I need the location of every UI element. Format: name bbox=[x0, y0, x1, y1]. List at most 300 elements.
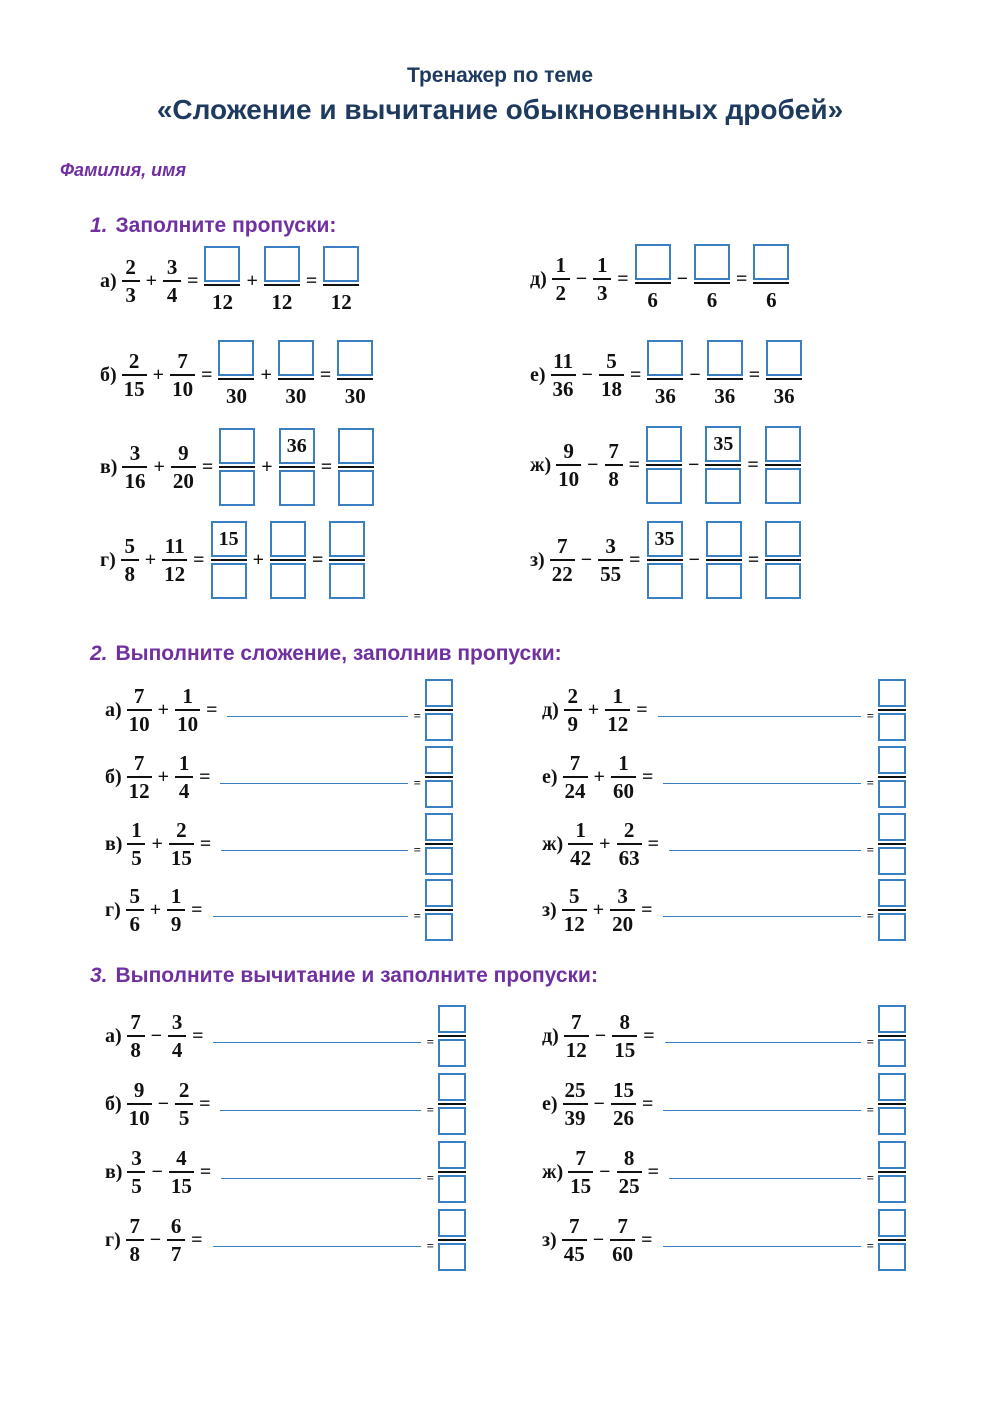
fraction-2 bbox=[168, 1009, 186, 1063]
numerator-input-box[interactable] bbox=[706, 521, 742, 557]
operator: + bbox=[144, 548, 157, 571]
answer-line[interactable] bbox=[658, 716, 861, 717]
fraction-2 bbox=[610, 1213, 635, 1267]
exercise-label: д) bbox=[542, 698, 559, 721]
numerator-input-box[interactable] bbox=[278, 340, 314, 376]
denominator: 15 bbox=[123, 377, 145, 401]
denominator-input-box[interactable] bbox=[646, 468, 682, 504]
exercise-label: г) bbox=[105, 898, 121, 921]
operator: = bbox=[426, 1170, 434, 1185]
task3-exercise bbox=[542, 1140, 908, 1204]
operator: = bbox=[201, 455, 214, 478]
denominator-input-box[interactable] bbox=[425, 847, 453, 875]
denominator-input-box[interactable] bbox=[438, 1107, 466, 1135]
answer-line[interactable] bbox=[663, 1246, 861, 1247]
numerator-input-box[interactable] bbox=[218, 340, 254, 376]
task1-number: 1. bbox=[90, 214, 108, 237]
denominator: 36 bbox=[714, 384, 736, 408]
answer-line[interactable] bbox=[663, 916, 861, 917]
denominator-input-box[interactable] bbox=[438, 1175, 466, 1203]
numerator-input-box[interactable] bbox=[635, 244, 671, 280]
answer-fraction bbox=[425, 813, 453, 875]
operator: = bbox=[643, 1024, 655, 1047]
denominator-input-box[interactable] bbox=[706, 563, 742, 599]
numerator: 3 bbox=[166, 255, 178, 279]
exercise-label: б) bbox=[105, 765, 122, 788]
exercise-label: г) bbox=[100, 548, 116, 571]
denominator-input-box[interactable] bbox=[338, 470, 374, 506]
numerator-input-box[interactable] bbox=[425, 813, 453, 841]
exercise-label: а) bbox=[100, 269, 117, 292]
operator: − bbox=[157, 1092, 170, 1115]
operator: = bbox=[866, 1034, 874, 1049]
denominator-input-box[interactable] bbox=[647, 563, 683, 599]
numerator-input-box[interactable] bbox=[753, 244, 789, 280]
operator: + bbox=[593, 765, 605, 788]
numerator-input-box[interactable] bbox=[425, 879, 453, 907]
operator: = bbox=[641, 1092, 654, 1115]
numerator-input-box[interactable] bbox=[337, 340, 373, 376]
answer-fraction bbox=[765, 426, 801, 504]
operator: + bbox=[153, 455, 165, 478]
task1-exercise bbox=[100, 422, 376, 512]
operator: = bbox=[866, 1102, 874, 1117]
numerator-input-box[interactable] bbox=[647, 340, 683, 376]
fraction-bar bbox=[219, 466, 255, 468]
denominator-input-box[interactable] bbox=[878, 1243, 906, 1271]
exercise-label: з) bbox=[542, 1228, 557, 1251]
numerator: 3 bbox=[605, 534, 616, 558]
answer-fraction bbox=[878, 879, 906, 941]
denominator: 8 bbox=[130, 1038, 141, 1062]
operator: − bbox=[150, 1024, 163, 1047]
answer-line[interactable] bbox=[213, 916, 408, 917]
fraction-2 bbox=[167, 883, 185, 937]
operator: = bbox=[866, 842, 874, 857]
numerator-input-box[interactable] bbox=[878, 746, 906, 774]
operator: + bbox=[261, 455, 273, 478]
operator: = bbox=[866, 1170, 874, 1185]
fraction-bar bbox=[425, 843, 453, 845]
numerator-input-box[interactable] bbox=[329, 521, 365, 557]
fraction-bar bbox=[323, 284, 359, 286]
denominator: 15 bbox=[170, 846, 192, 870]
denominator: 8 bbox=[129, 1242, 140, 1266]
numerator-input-box[interactable] bbox=[878, 1141, 906, 1169]
operator: = bbox=[187, 269, 199, 292]
denominator-input-box[interactable] bbox=[425, 713, 453, 741]
numerator: 2 bbox=[176, 818, 187, 842]
denominator-input-box[interactable] bbox=[279, 470, 315, 506]
denominator-input-box[interactable] bbox=[765, 563, 801, 599]
operator: + bbox=[157, 765, 170, 788]
operator: = bbox=[199, 1092, 211, 1115]
numerator: 15 bbox=[612, 1078, 634, 1102]
exercise-label: д) bbox=[530, 267, 547, 290]
fraction-1 bbox=[564, 1009, 589, 1063]
answer-fraction bbox=[706, 521, 742, 599]
task2-exercise bbox=[105, 812, 455, 876]
operator: = bbox=[426, 1102, 434, 1117]
numerator-input-box[interactable] bbox=[765, 426, 801, 462]
denominator: 42 bbox=[570, 846, 592, 870]
denominator: 12 bbox=[211, 290, 233, 314]
numerator: 1 bbox=[555, 253, 567, 277]
operator: = bbox=[641, 1228, 653, 1251]
exercise-label: а) bbox=[105, 1024, 122, 1047]
answer-fraction bbox=[766, 340, 802, 410]
task2-exercise bbox=[105, 745, 455, 809]
denominator: 30 bbox=[225, 384, 247, 408]
fraction-2 bbox=[167, 1213, 185, 1267]
fraction-1 bbox=[562, 883, 587, 937]
answer-line[interactable] bbox=[220, 783, 407, 784]
operator: = bbox=[192, 1024, 204, 1047]
fraction-2 bbox=[175, 1077, 193, 1131]
fraction-1 bbox=[563, 1077, 588, 1131]
denominator: 5 bbox=[178, 1106, 190, 1130]
numerator: 1 bbox=[182, 684, 193, 708]
answer-line[interactable] bbox=[669, 1178, 861, 1179]
fraction-bar bbox=[878, 1103, 906, 1105]
fraction-1 bbox=[122, 348, 147, 402]
name-label: Фамилия, имя bbox=[60, 160, 187, 180]
numerator-input-box[interactable] bbox=[204, 246, 240, 282]
numerator-input-box[interactable] bbox=[878, 813, 906, 841]
operator: − bbox=[592, 1228, 605, 1251]
denominator: 20 bbox=[172, 469, 194, 493]
task1-exercise bbox=[530, 234, 791, 324]
operator: + bbox=[260, 363, 272, 386]
answer-fraction bbox=[878, 1209, 906, 1271]
denominator-input-box[interactable] bbox=[705, 468, 741, 504]
numerator: 7 bbox=[608, 439, 619, 463]
numerator: 1 bbox=[131, 818, 142, 842]
denominator-input-box[interactable] bbox=[878, 847, 906, 875]
operator: + bbox=[149, 898, 162, 921]
denominator: 30 bbox=[344, 384, 366, 408]
fraction-bar bbox=[705, 464, 741, 466]
answer-fraction bbox=[647, 340, 683, 410]
denominator: 16 bbox=[124, 469, 146, 493]
denominator: 9 bbox=[567, 712, 579, 736]
fraction-bar bbox=[338, 466, 374, 468]
numerator: 2 bbox=[178, 1078, 190, 1102]
answer-fraction bbox=[219, 428, 255, 506]
numerator-input-box[interactable] bbox=[878, 1209, 906, 1237]
numerator: 11 bbox=[164, 534, 185, 558]
denominator: 10 bbox=[177, 712, 199, 736]
numerator: 5 bbox=[568, 884, 580, 908]
exercise-label: в) bbox=[105, 832, 123, 855]
numerator-input-box[interactable] bbox=[707, 340, 743, 376]
fraction-2 bbox=[175, 683, 200, 737]
numerator-input-box[interactable]: 36 bbox=[279, 428, 315, 464]
fraction-bar bbox=[707, 378, 743, 380]
operator: + bbox=[592, 898, 605, 921]
fraction-2 bbox=[605, 438, 623, 492]
numerator: 1 bbox=[618, 751, 629, 775]
numerator: 7 bbox=[177, 349, 188, 373]
denominator-input-box[interactable] bbox=[425, 780, 453, 808]
fraction-bar bbox=[204, 284, 240, 286]
fraction-bar bbox=[211, 559, 247, 561]
numerator-input-box[interactable] bbox=[646, 426, 682, 462]
denominator-input-box[interactable] bbox=[878, 1039, 906, 1067]
numerator: 1 bbox=[596, 253, 608, 277]
operator: = bbox=[641, 898, 653, 921]
denominator: 10 bbox=[172, 377, 194, 401]
answer-fraction bbox=[323, 246, 359, 316]
exercise-label: з) bbox=[542, 898, 557, 921]
numerator-input-box[interactable] bbox=[270, 521, 306, 557]
numerator-input-box[interactable] bbox=[438, 1073, 466, 1101]
operator: − bbox=[580, 548, 593, 571]
answer-fraction bbox=[878, 1073, 906, 1135]
numerator: 3 bbox=[171, 1010, 183, 1034]
fraction-1 bbox=[127, 750, 152, 804]
numerator-input-box[interactable] bbox=[766, 340, 802, 376]
denominator: 10 bbox=[128, 712, 150, 736]
answer-fraction bbox=[646, 426, 682, 504]
numerator-input-box[interactable] bbox=[878, 1073, 906, 1101]
answer-fraction bbox=[218, 340, 254, 410]
denominator-input-box[interactable] bbox=[878, 1107, 906, 1135]
task3-exercise bbox=[105, 1004, 468, 1068]
fraction-bar bbox=[694, 282, 730, 284]
denominator: 20 bbox=[612, 912, 634, 936]
operator: = bbox=[866, 1238, 874, 1253]
task1-heading bbox=[90, 214, 336, 238]
answer-line[interactable] bbox=[663, 783, 860, 784]
numerator: 2 bbox=[128, 349, 140, 373]
answer-fraction bbox=[211, 521, 247, 599]
fraction-bar bbox=[438, 1171, 466, 1173]
denominator: 18 bbox=[600, 377, 622, 401]
denominator: 6 bbox=[647, 288, 658, 312]
fraction-1 bbox=[568, 1145, 593, 1199]
denominator-input-box[interactable] bbox=[878, 913, 906, 941]
fraction-2 bbox=[612, 1009, 637, 1063]
operator: = bbox=[628, 453, 640, 476]
denominator-input-box[interactable] bbox=[878, 780, 906, 808]
operator: − bbox=[587, 453, 599, 476]
denominator: 36 bbox=[552, 377, 574, 401]
denominator-input-box[interactable] bbox=[878, 1175, 906, 1203]
numerator-input-box[interactable] bbox=[264, 246, 300, 282]
numerator-input-box[interactable] bbox=[219, 428, 255, 464]
fraction-2 bbox=[611, 1077, 636, 1131]
numerator-input-box[interactable]: 35 bbox=[705, 426, 741, 462]
denominator: 15 bbox=[614, 1038, 636, 1062]
fraction-2 bbox=[169, 1145, 194, 1199]
answer-line[interactable] bbox=[221, 850, 407, 851]
denominator-input-box[interactable] bbox=[438, 1039, 466, 1067]
denominator: 15 bbox=[170, 1174, 192, 1198]
denominator: 25 bbox=[618, 1174, 640, 1198]
operator: = bbox=[748, 363, 761, 386]
numerator-input-box[interactable] bbox=[338, 428, 374, 464]
fraction-bar bbox=[279, 466, 315, 468]
numerator: 7 bbox=[569, 751, 581, 775]
fraction-1 bbox=[127, 683, 152, 737]
fraction-bar bbox=[218, 378, 254, 380]
answer-line[interactable] bbox=[663, 1110, 860, 1111]
denominator: 6 bbox=[706, 288, 718, 312]
numerator: 7 bbox=[556, 534, 568, 558]
answer-fraction bbox=[425, 879, 453, 941]
denominator-input-box[interactable] bbox=[211, 563, 247, 599]
numerator: 7 bbox=[571, 1010, 582, 1034]
task3-title: Выполните вычитание и заполните пропуски: bbox=[115, 964, 598, 987]
numerator-input-box[interactable] bbox=[438, 1209, 466, 1237]
denominator: 3 bbox=[125, 283, 136, 307]
task3-exercise bbox=[542, 1208, 908, 1272]
denominator-input-box[interactable] bbox=[270, 563, 306, 599]
denominator: 10 bbox=[558, 467, 580, 491]
numerator: 7 bbox=[575, 1146, 586, 1170]
numerator: 7 bbox=[568, 1214, 580, 1238]
fraction-bar bbox=[635, 282, 671, 284]
numerator-input-box[interactable] bbox=[878, 879, 906, 907]
operator: − bbox=[149, 1228, 162, 1251]
task1-exercise bbox=[100, 330, 375, 420]
fraction-2 bbox=[605, 683, 630, 737]
task2-exercise bbox=[542, 745, 908, 809]
denominator: 6 bbox=[129, 912, 140, 936]
fraction-bar bbox=[270, 559, 306, 561]
answer-fraction bbox=[438, 1209, 466, 1271]
numerator: 9 bbox=[133, 1078, 145, 1102]
fraction-1 bbox=[563, 750, 588, 804]
answer-line[interactable] bbox=[227, 716, 407, 717]
denominator: 15 bbox=[570, 1174, 592, 1198]
answer-fraction bbox=[647, 521, 683, 599]
numerator-input-box[interactable] bbox=[425, 746, 453, 774]
operator: + bbox=[246, 269, 258, 292]
numerator: 8 bbox=[623, 1146, 635, 1170]
answer-line[interactable] bbox=[213, 1042, 420, 1043]
answer-fraction bbox=[204, 246, 240, 316]
numerator-input-box[interactable] bbox=[323, 246, 359, 282]
denominator: 24 bbox=[564, 779, 586, 803]
numerator-input-box[interactable]: 35 bbox=[647, 521, 683, 557]
fraction-1 bbox=[121, 533, 139, 587]
denominator: 2 bbox=[555, 281, 567, 305]
operator: = bbox=[413, 908, 421, 923]
denominator: 7 bbox=[170, 1242, 182, 1266]
operator: = bbox=[647, 832, 659, 855]
answer-line[interactable] bbox=[213, 1246, 421, 1247]
answer-line[interactable] bbox=[669, 850, 861, 851]
numerator-input-box[interactable] bbox=[694, 244, 730, 280]
answer-fraction bbox=[878, 679, 906, 741]
fraction-2 bbox=[610, 883, 635, 937]
operator: = bbox=[641, 765, 654, 788]
numerator: 1 bbox=[575, 818, 586, 842]
task3-exercise bbox=[542, 1004, 908, 1068]
task1-exercise bbox=[100, 236, 361, 326]
fraction-2 bbox=[175, 750, 193, 804]
answer-fraction bbox=[337, 340, 373, 410]
operator: = bbox=[193, 548, 205, 571]
numerator: 3 bbox=[129, 441, 141, 465]
denominator-input-box[interactable] bbox=[765, 468, 801, 504]
fraction-bar bbox=[765, 464, 801, 466]
denominator: 12 bbox=[271, 290, 293, 314]
operator: = bbox=[413, 775, 421, 790]
operator: = bbox=[199, 765, 211, 788]
denominator-input-box[interactable] bbox=[425, 913, 453, 941]
numerator-input-box[interactable] bbox=[425, 679, 453, 707]
numerator-input-box[interactable] bbox=[765, 521, 801, 557]
answer-fraction bbox=[635, 244, 671, 314]
denominator-input-box[interactable] bbox=[329, 563, 365, 599]
operator: + bbox=[599, 832, 611, 855]
fraction-1 bbox=[552, 252, 570, 306]
answer-fraction bbox=[425, 679, 453, 741]
exercise-label: е) bbox=[542, 1092, 558, 1115]
numerator: 7 bbox=[129, 1214, 140, 1238]
denominator: 60 bbox=[612, 779, 634, 803]
denominator-input-box[interactable] bbox=[878, 713, 906, 741]
exercise-label: в) bbox=[105, 1160, 123, 1183]
operator: = bbox=[736, 267, 748, 290]
numerator-input-box[interactable] bbox=[878, 1005, 906, 1033]
answer-fraction bbox=[878, 1005, 906, 1067]
denominator: 8 bbox=[124, 562, 135, 586]
operator: = bbox=[199, 832, 212, 855]
operator: − bbox=[575, 267, 588, 290]
fraction-1 bbox=[556, 438, 581, 492]
numerator: 9 bbox=[178, 441, 189, 465]
task3-number: 3. bbox=[90, 964, 108, 987]
operator: − bbox=[151, 1160, 163, 1183]
denominator: 30 bbox=[285, 384, 307, 408]
operator: = bbox=[305, 269, 318, 292]
denominator-input-box[interactable] bbox=[438, 1243, 466, 1271]
fraction-2 bbox=[170, 348, 195, 402]
answer-line[interactable] bbox=[220, 1110, 420, 1111]
numerator: 11 bbox=[553, 349, 573, 373]
operator: = bbox=[199, 1160, 212, 1183]
denominator: 4 bbox=[171, 1038, 183, 1062]
task3-exercise bbox=[105, 1140, 468, 1204]
numerator-input-box[interactable] bbox=[438, 1141, 466, 1169]
operator: + bbox=[151, 832, 163, 855]
fraction-bar bbox=[329, 559, 365, 561]
denominator-input-box[interactable] bbox=[219, 470, 255, 506]
numerator-input-box[interactable] bbox=[878, 679, 906, 707]
operator: = bbox=[191, 1228, 203, 1251]
fraction-bar bbox=[878, 709, 906, 711]
numerator: 1 bbox=[178, 751, 190, 775]
answer-line[interactable] bbox=[221, 1178, 420, 1179]
numerator: 7 bbox=[130, 1010, 141, 1034]
exercise-label: е) bbox=[530, 363, 546, 386]
answer-fraction bbox=[425, 746, 453, 808]
numerator: 2 bbox=[623, 818, 635, 842]
numerator-input-box[interactable]: 15 bbox=[211, 521, 247, 557]
answer-fraction bbox=[438, 1005, 466, 1067]
denominator: 9 bbox=[170, 912, 182, 936]
fraction-2 bbox=[163, 254, 181, 308]
fraction-2 bbox=[593, 252, 611, 306]
denominator: 12 bbox=[164, 562, 186, 586]
fraction-bar bbox=[878, 843, 906, 845]
numerator-input-box[interactable] bbox=[438, 1005, 466, 1033]
answer-line[interactable] bbox=[665, 1042, 861, 1043]
